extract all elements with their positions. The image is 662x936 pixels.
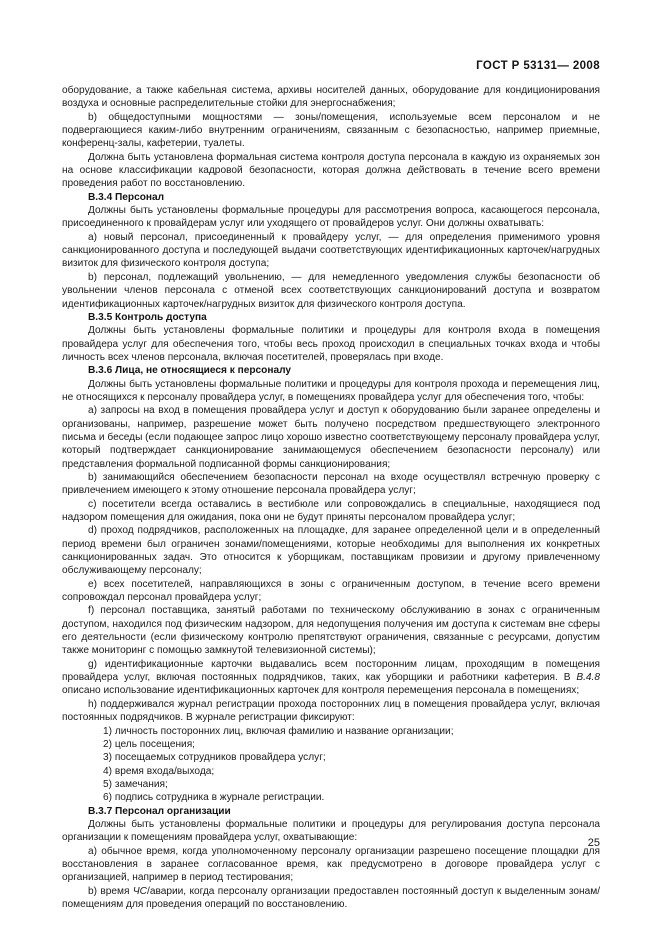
list-item-e-escorting: e) всех посетителей, направляющихся в зоны с ограниченным доступом, в течение всего времени сопровождал персонал провайдера услуг; (62, 578, 600, 604)
register-item-5: 5) замечания; (103, 778, 168, 790)
paragraph-continuation: оборудование, а также кабельная система, архивы носителей данных, оборудование для кондиционирования воздуха и основные распределительные стойки для энергоснабжения; (62, 85, 600, 110)
list-item-d-contractors: d) проход подрядчиков, расположенных на площадке, для заранее определенной цели и в определенный период времени был ограничен зонами/помещениями, которые необходимы для выполнения их конкретных санкционированных задач. Это относится к уборщикам, поставщикам провизии и другому привлеченному обслуживающему персоналу; (62, 525, 600, 577)
running-header-doc-code: ГОСТ Р 53131— 2008 (476, 60, 600, 72)
register-item-4: 4) время входа/выхода; (103, 765, 215, 777)
list-item-a-new-personnel: a) новый персонал, присоединенный к провайдеру услуг, — для определения применимого уровня санкционированного доступа и последующей выдачи соответствующих идентификационных карточек/нагрудных визиток для физического контроля доступа; (62, 231, 600, 270)
section-heading-b35: В.3.5 Контроль доступа (88, 311, 207, 323)
list-item-b-dismissed-personnel: b) персонал, подлежащий увольнению, — для немедленного уведомления службы безопасности об увольнении членов персонала с отменой всех соответствующих санкционирований доступа и возвратом идентификационных карточек/нагрудных визиток для физического контроля доступа. (62, 271, 600, 310)
list-item-b-counter-check: b) занимающийся обеспечением безопасности персонал на входе осуществлял встречную проверку с привлечением имеющего к этому отношение персонала провайдера услуг; (62, 471, 600, 497)
list-item-h-register: h) поддерживался журнал регистрации прохода посторонних лиц в помещения провайдера услуг, включая постоянных подрядчиков. В журнале регистрации фиксируют: (62, 698, 600, 724)
paragraph-b35-intro: Должны быть установлены формальные политики и процедуры для контроля входа в помещения провайдера услуг для обеспечения того, чтобы весь проход происходил в специальных точках входа и чтобы личность всех членов персонала, включая посетителей, проверялась при входе. (62, 325, 600, 363)
register-item-6: 6) подпись сотрудника в журнале регистрации. (103, 792, 325, 804)
list-item-a-normal-time: a) обычное время, когда уполномоченному персоналу организации разрешено посещение площадки для восстановления в заранее согласованное время, как предусмотрено в договоре провайдера услуг с организацией, например в период тестирования; (62, 845, 600, 884)
section-heading-b36: В.3.6 Лица, не относящиеся к персоналу (88, 365, 292, 377)
register-item-3: 3) посещаемых сотрудников провайдера услуг; (103, 752, 326, 764)
list-item-g-id-cards: g) идентификационные карточки выдавались всем посторонним лицам, проходящим в помещения провайдера услуг, включая постоянных подрядчиков, таких, как уборщики и работники кафетерия. В В.4.8 описано использование идентификационных карточек для контроля перемещения персонала в помещениях; (62, 658, 600, 697)
paragraph-access-control-system: Должна быть установлена формальная система контроля доступа персонала в каждую из охраняемых зон на основе классификации кадровой безопасности, которая должна действовать в течение всего времени проведения работ по восстановлению. (62, 151, 600, 190)
list-item-c-visitors: c) посетители всегда оставались в вестибюле или сопровождались в специальные, находящиеся под надзором помещения для ожидания, пока они не будут приняты персоналом провайдера услуг; (62, 498, 600, 523)
page-number: 25 (587, 837, 600, 849)
section-heading-b37: В.3.7 Персонал организации (88, 805, 231, 817)
paragraph-b36-intro: Должны быть установлены формальные политики и процедуры для контроля прохода и перемещения лиц, не относящихся к персоналу провайдера услуг, в помещениях провайдера услуг для обеспечения того, чтобы: (62, 378, 600, 403)
list-item-b-facilities: b) общедоступными мощностями — зоны/помещения, используемые всем персоналом и не подвергающиеся каким-либо внутренним ограничениям, связанным с безопасностью, например приемные, конференц-залы, кафетерии, туалеты. (62, 111, 600, 150)
paragraph-b37-intro: Должны быть установлены формальные политики и процедуры для регулирования доступа персонала организации к помещениям провайдера услуг, охватывающие: (62, 818, 600, 844)
register-item-1: 1) личность посторонних лиц, включая фамилию и название организации; (103, 725, 454, 737)
register-item-2: 2) цель посещения; (103, 738, 195, 750)
section-heading-b34: В.3.4 Персонал (88, 191, 165, 203)
list-item-f-supplier-personnel: f) персонал поставщика, занятый работами по техническому обслуживанию в зонах с ограниченным доступом, находился под физическим надзором, для недопущения получения им доступа к системам вне сферы его деятельности (если физическому контролю препятствуют ограничения, связанные с ресурсами, допустим также мониторинг с помощью замкнутой телевизионной системы); (62, 605, 600, 657)
paragraph-b34-intro: Должны быть установлены формальные процедуры для рассмотрения вопроса, касающегося персонала, присоединенного к провайдерам услуг или уходящего от провайдеров услуг. Они должны охватывать: (62, 205, 600, 230)
list-item-a-entry-requests: a) запросы на вход в помещения провайдера услуг и доступ к оборудованию были заранее определены и организованы, например, разрешение может быть получено посредством предшествующего электронного письма и беседы (если подающее запрос лицо хорошо известно соответствующему персоналу провайдера услуг, который подтверждает санкционирование занимающемуся обеспечением безопасности персоналу) или представления формальной подписанной формы санкционирования; (62, 405, 600, 470)
document-body (62, 84, 600, 911)
list-item-b-emergency-time: b) время ЧС/аварии, когда персоналу организации предоставлен постоянный доступ к выделенным зонам/помещениям для проведения операций по восстановлению. (62, 885, 601, 910)
